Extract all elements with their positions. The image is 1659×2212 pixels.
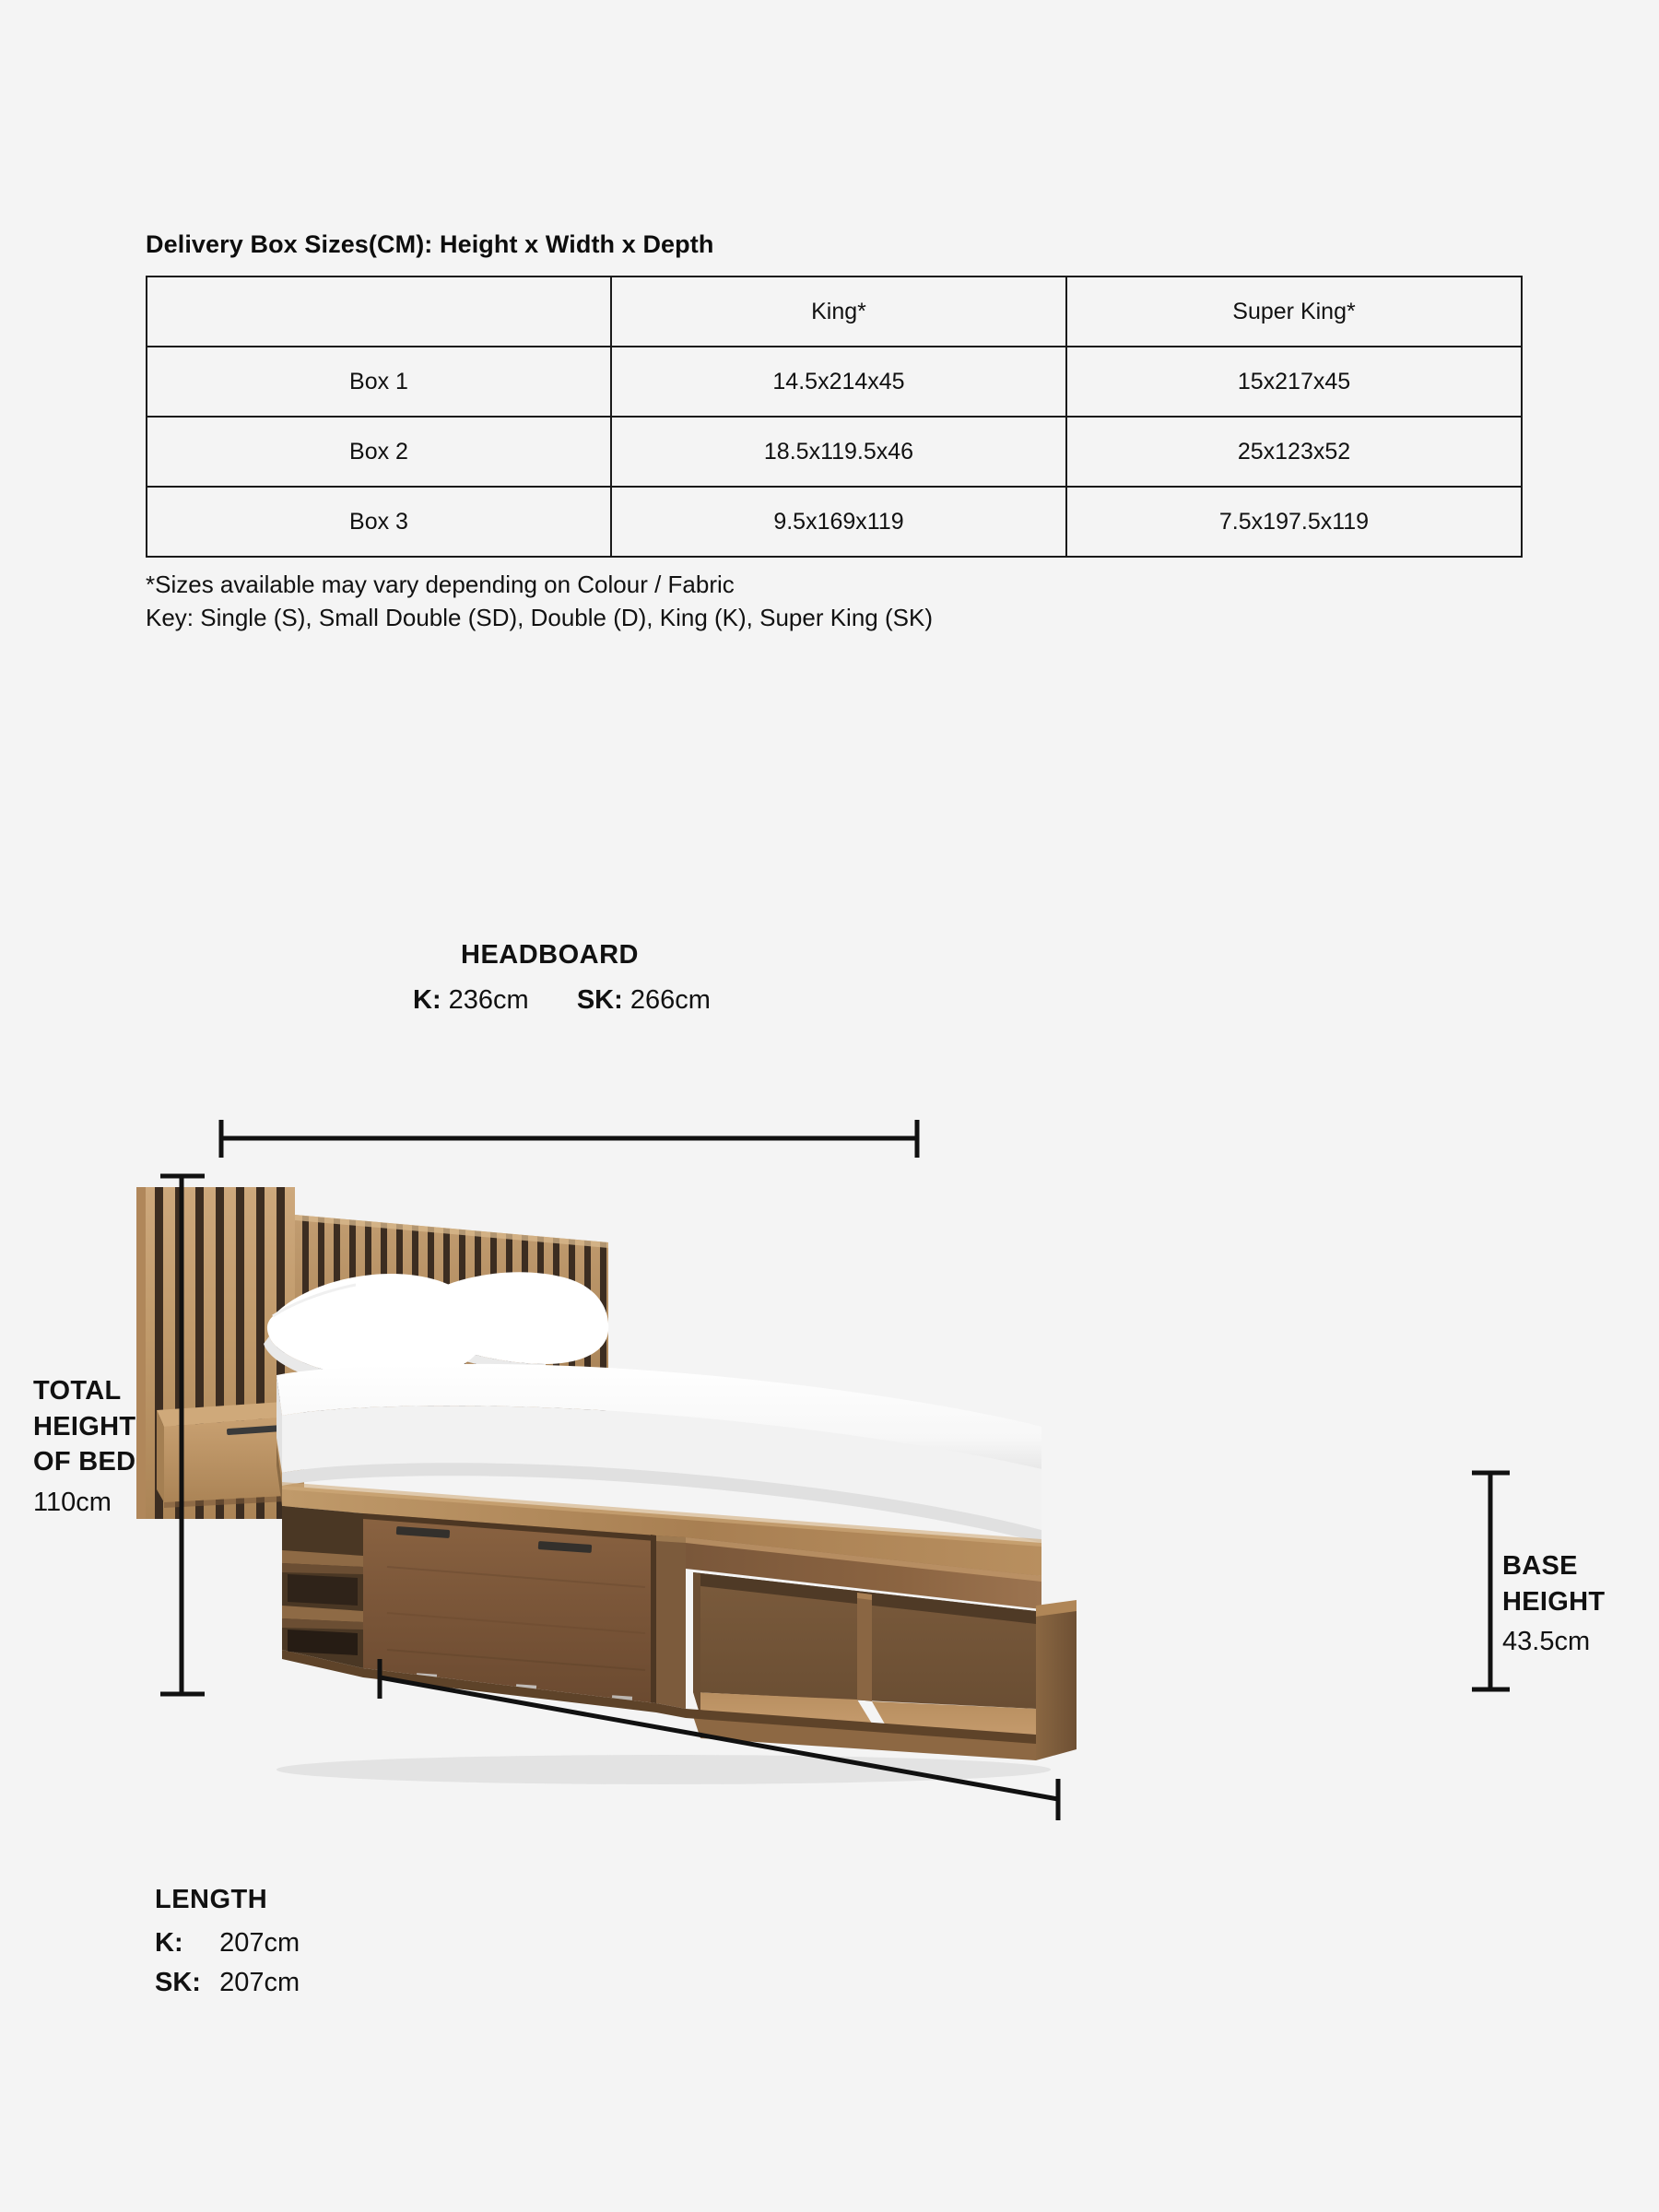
total-height-line-1: TOTAL: [33, 1376, 122, 1406]
footnote-key: Key: Single (S), Small Double (SD), Double (D), King (K), Super King (SK): [146, 603, 933, 631]
bed-illustration: [0, 1134, 1659, 2111]
header-cell-blank: [147, 276, 611, 347]
cell-king-box-2: 18.5x119.5x46: [611, 417, 1066, 487]
row-label-box-1: Box 1: [147, 347, 611, 417]
total-height-line-2: HEIGHT: [33, 1411, 136, 1441]
headboard-k-value: 236cm: [448, 985, 529, 1015]
delivery-box-sizes-section: [146, 230, 1371, 635]
total-height-line-3: OF BED: [33, 1447, 136, 1477]
cell-king-box-3: 9.5x169x119: [611, 487, 1066, 557]
footnote-sizes-vary: *Sizes available may vary depending on Colour / Fabric: [146, 571, 735, 598]
base-height-value: 43.5cm: [1502, 1627, 1591, 1657]
length-sk-value: 207cm: [219, 1968, 300, 1997]
table-row: [147, 487, 1522, 557]
table-row: [147, 347, 1522, 417]
row-label-box-3: Box 3: [147, 487, 611, 557]
table-header-row: [147, 276, 1522, 347]
length-sk-label: SK:: [155, 1968, 201, 1997]
headboard-title: HEADBOARD: [461, 940, 639, 970]
header-cell-king: King*: [611, 276, 1066, 347]
base-height-line-1: BASE: [1502, 1551, 1578, 1581]
base-height-line-2: HEIGHT: [1502, 1586, 1606, 1617]
headboard-sk-label: SK:: [576, 985, 623, 1015]
length-title: LENGTH: [155, 1885, 268, 1914]
delivery-box-sizes-table: [146, 276, 1523, 558]
headboard-values: [413, 985, 959, 1016]
delivery-title: Delivery Box Sizes(CM): Height x Width x Depth: [146, 230, 714, 258]
header-cell-superking: Super King*: [1066, 276, 1522, 347]
row-label-box-2: Box 2: [147, 417, 611, 487]
cell-sk-box-1: 15x217x45: [1066, 347, 1522, 417]
length-k-label: K:: [155, 1928, 183, 1958]
cell-sk-box-2: 25x123x52: [1066, 417, 1522, 487]
cell-sk-box-3: 7.5x197.5x119: [1066, 487, 1522, 557]
length-k-value: 207cm: [219, 1928, 300, 1958]
table-row: [147, 417, 1522, 487]
headboard-sk-value: 266cm: [629, 985, 711, 1015]
table-footnotes: [146, 569, 1371, 635]
headboard-callout: [387, 940, 959, 1016]
cell-king-box-1: 14.5x214x45: [611, 347, 1066, 417]
total-height-value: 110cm: [33, 1487, 112, 1517]
headboard-k-label: K:: [413, 985, 441, 1015]
